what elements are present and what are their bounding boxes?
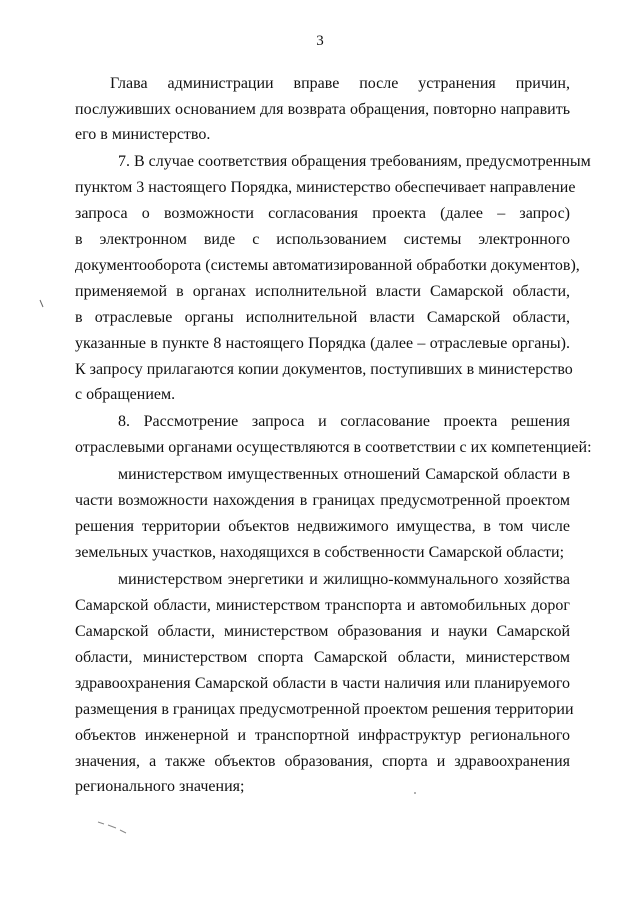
text-line: решения территории объектов недвижимого имущества, в том числе [75,518,570,535]
text-line: в электронном виде с использованием системы электронного [75,231,570,248]
text-line: запроса о возможности согласования проекта (далее – запрос) [75,205,570,222]
page-number: 3 [316,33,324,49]
text-line: с обращением. [75,386,176,403]
text-line: К запросу прилагаются копии документов, поступивших в министерство [75,361,573,378]
text-line: размещения в границах предусмотренной проектом решения территории [75,701,574,718]
scan-dot [412,790,418,796]
text-line: Глава администрации вправе после устранения причин, [110,75,570,92]
text-line: здравоохранения Самарской области в части наличия или планируемого [75,675,570,692]
text-line: министерством имущественных отношений Самарской области в [118,466,570,483]
text-line: документооборота (системы автоматизированной обработки документов), [75,257,580,274]
text-line: отраслевыми органами осуществляются в соответствии с их компетенцией: [75,439,592,456]
text-line: Самарской области, министерством транспорта и автомобильных дорог [75,597,570,614]
text-line: земельных участков, находящихся в собственности Самарской области; [75,544,565,561]
scan-mark-left [38,298,46,310]
scan-mark-bottom [96,818,136,838]
text-line: в отраслевые органы исполнительной власти Самарской области, [75,309,570,326]
text-line: Самарской области, министерством образования и науки Самарской [75,623,570,640]
text-line: значения, а также объектов образования, спорта и здравоохранения [75,753,570,770]
text-line: 7. В случае соответствия обращения требованиям, предусмотренным [118,153,591,170]
text-line: применяемой в органах исполнительной власти Самарской области, [75,283,570,300]
text-line: министерством энергетики и жилищно-коммунального хозяйства [118,571,570,588]
text-line: 8. Рассмотрение запроса и согласование проекта решения [118,413,570,430]
text-line: указанные в пункте 8 настоящего Порядка (далее – отраслевые органы). [75,335,570,352]
text-line: объектов инженерной и транспортной инфраструктур регионального [75,727,570,744]
text-line: послуживших основанием для возврата обращения, повторно направить [75,101,570,118]
text-line: регионального значения; [75,778,245,795]
text-line: части возможности нахождения в границах предусмотренной проектом [75,492,570,509]
text-line: пунктом 3 настоящего Порядка, министерство обеспечивает направление [75,179,576,196]
text-line: его в министерство. [75,126,211,143]
text-line: области, министерством спорта Самарской области, министерством [75,649,570,666]
